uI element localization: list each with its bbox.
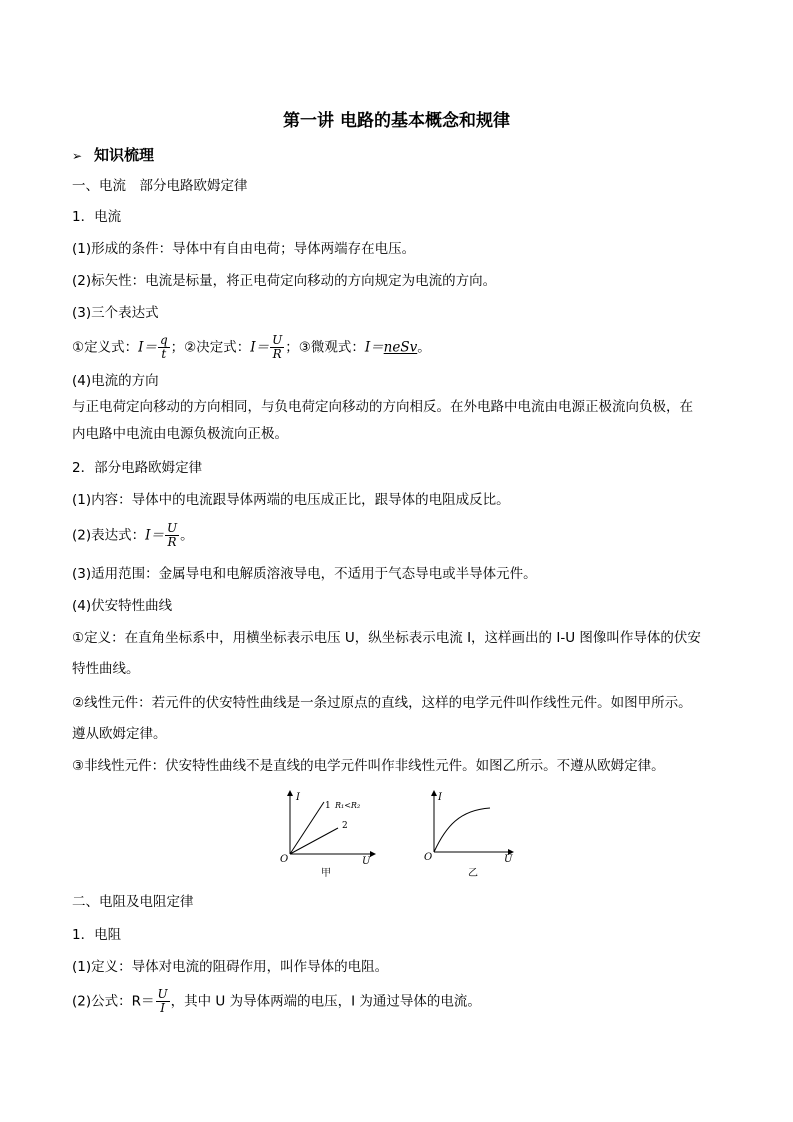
x-axis-arrow-icon bbox=[370, 851, 376, 857]
subheading-current: 1．电流 bbox=[72, 209, 122, 225]
nonlinear-curve bbox=[434, 808, 490, 852]
paragraph-direction: (4)电流的方向 bbox=[72, 373, 159, 389]
denominator: R bbox=[272, 347, 282, 361]
paragraph-content: (1)内容：导体中的电流跟导体两端的电压成正比，跟导体的电阻成反比。 bbox=[72, 492, 510, 508]
numerator: q bbox=[159, 333, 168, 347]
fraction-u-over-i bbox=[156, 988, 170, 1015]
figure-caption: 甲 bbox=[321, 868, 331, 879]
mic-label: ；③微观式： bbox=[285, 339, 365, 356]
numerator: U bbox=[157, 987, 168, 1001]
paragraph-linear-2: 遵从欧姆定律。 bbox=[72, 726, 167, 742]
y-axis-label: I bbox=[296, 792, 300, 803]
formula-rest: ，其中 U 为导体两端的电压，I 为通过导体的电流。 bbox=[170, 993, 481, 1010]
formula-label: (2)公式：R＝ bbox=[72, 993, 155, 1010]
mic-expression: neSv bbox=[383, 339, 418, 356]
paragraph-scalar: (2)标矢性：电流是标量，将正电荷定向移动的方向规定为电流的方向。 bbox=[72, 273, 497, 289]
y-axis-label: I bbox=[438, 792, 442, 803]
heading-current: 一、电流 部分电路欧姆定律 bbox=[72, 178, 248, 194]
paragraph-condition: (1)形成的条件：导体中有自由电荷；导体两端存在电压。 bbox=[72, 241, 416, 257]
resistance-note: R₁<R₂ bbox=[335, 801, 361, 810]
fraction-u-over-r bbox=[270, 334, 284, 361]
denominator: R bbox=[167, 535, 177, 549]
paragraph-direction-body-2: 内电路中电流由电源负极流向正极。 bbox=[72, 426, 288, 442]
det-lhs: I＝ bbox=[250, 339, 270, 356]
paragraph-resistance-definition: (1)定义：导体对电流的阻碍作用，叫作导体的电阻。 bbox=[72, 959, 389, 975]
paragraph-linear-1: ②线性元件：若元件的伏安特性曲线是一条过原点的直线，这样的电学元件叫作线性元件。如图甲所示。 bbox=[72, 695, 692, 711]
x-axis-label: U bbox=[362, 856, 371, 867]
denominator: t bbox=[161, 347, 167, 361]
y-axis-arrow-icon bbox=[287, 790, 293, 796]
numerator: U bbox=[272, 333, 283, 347]
y-axis-arrow-icon bbox=[431, 790, 437, 796]
figure-jia bbox=[278, 786, 378, 882]
page-title: 第一讲 电路的基本概念和规律 bbox=[283, 111, 510, 131]
det-label: ；②决定式： bbox=[170, 339, 251, 356]
figure-caption: 乙 bbox=[468, 868, 478, 879]
expression-label: (2)表达式： bbox=[72, 527, 146, 544]
denominator: I bbox=[160, 1001, 165, 1015]
paragraph-definition-1: ①定义：在直角坐标系中，用横坐标表示电压 U，纵坐标表示电流 I，这样画出的 I-U 图像叫作导体的伏安 bbox=[72, 630, 701, 646]
line-1 bbox=[290, 802, 324, 854]
formula-line bbox=[72, 334, 431, 361]
origin-label: O bbox=[280, 854, 289, 865]
expression-end: 。 bbox=[180, 527, 194, 544]
arrow-bullet-icon: ➢ bbox=[72, 149, 83, 163]
x-axis-label: U bbox=[504, 854, 513, 865]
origin-label: O bbox=[424, 852, 433, 863]
figure-yi bbox=[424, 786, 520, 882]
line-1-label: 1 bbox=[325, 801, 331, 811]
expression-lhs: I＝ bbox=[145, 527, 164, 544]
subheading-ohm: 2．部分电路欧姆定律 bbox=[72, 460, 203, 476]
heading-resistance: 二、电阻及电阻定律 bbox=[72, 894, 194, 910]
paragraph-scope: (3)适用范围：金属导电和电解质溶液导电，不适用于气态导电或半导体元件。 bbox=[72, 566, 537, 582]
numerator: U bbox=[166, 521, 178, 535]
paragraph-direction-body-1: 与正电荷定向移动的方向相同，与负电荷定向移动的方向相反。在外电路中电流由电源正极流向负极，在 bbox=[72, 399, 693, 415]
def-lhs: I＝ bbox=[138, 339, 157, 356]
formula-end: 。 bbox=[417, 339, 431, 356]
fraction-u-over-r bbox=[165, 522, 179, 549]
paragraph-three-expressions: (3)三个表达式 bbox=[72, 305, 159, 321]
line-2 bbox=[290, 828, 338, 854]
expression-line bbox=[72, 522, 194, 549]
paragraph-nonlinear: ③非线性元件：伏安特性曲线不是直线的电学元件叫作非线性元件。如图乙所示。不遵从欧姆定律。 bbox=[72, 758, 665, 774]
section-heading-label: 知识梳理 bbox=[94, 146, 155, 164]
line-2-label: 2 bbox=[342, 821, 348, 831]
def-label: ①定义式： bbox=[72, 339, 139, 356]
mic-lhs: I＝ bbox=[364, 339, 384, 356]
section-heading bbox=[72, 144, 154, 165]
resistance-formula-line bbox=[72, 988, 481, 1015]
paragraph-definition-2: 特性曲线。 bbox=[72, 661, 140, 677]
fraction-q-over-t bbox=[158, 334, 170, 361]
paragraph-iv-curve: (4)伏安特性曲线 bbox=[72, 598, 173, 614]
subheading-resistance: 1．电阻 bbox=[72, 927, 122, 943]
